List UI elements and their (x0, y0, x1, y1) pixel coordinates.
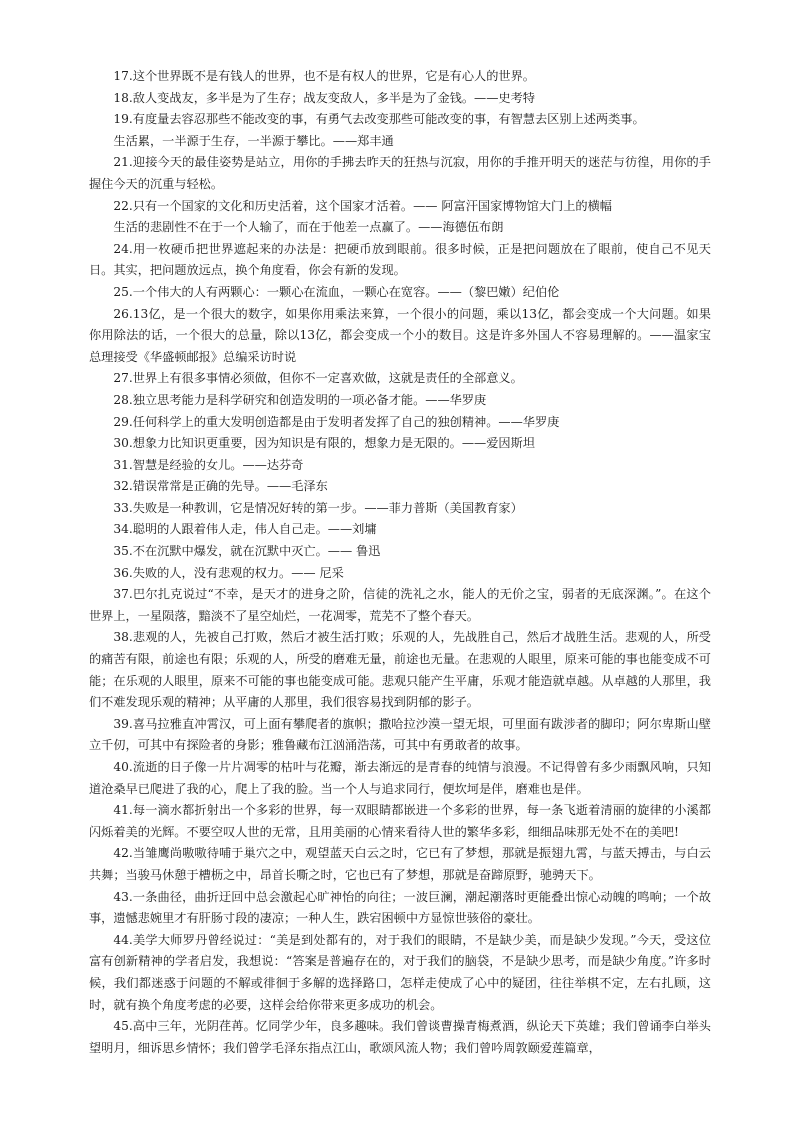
paragraph-41: 41.每一滴水都折射出一个多彩的世界，每一双眼睛都嵌进一个多彩的世界，每一条飞逝着清丽的旋律的小溪都闪烁着美的光辉。不要空叹人世的无常，且用美丽的心情来看待人世的繁华多彩，细细品味那无处不在的美吧! (89, 803, 711, 839)
paragraph-25: 25.一个伟大的人有两颗心：一颗心在流血，一颗心在宽容。——（黎巴嫩）纪伯伦 (113, 284, 560, 299)
paragraph-24: 24.用一枚硬币把世界遮起来的办法是：把硬币放到眼前。很多时候，正是把问题放在了眼前，使自己不见天日。其实，把问题放远点，换个角度看，你会有新的发现。 (89, 241, 711, 278)
paragraph-30: 30.想象力比知识更重要，因为知识是有限的，想象力是无限的。——爱因斯坦 (113, 436, 535, 451)
paragraph-19: 19.有度量去容忍那些不能改变的事，有勇气去改变那些可能改变的事，有智慧去区别上述两类事。 (113, 112, 645, 127)
paragraph-27: 27.世界上有很多事情必须做，但你不一定喜欢做，这就是责任的全部意义。 (113, 371, 523, 386)
paragraph-31: 31.智慧是经验的女儿。——达芬奇 (113, 457, 304, 472)
paragraph-20: 生活累，一半源于生存，一半源于攀比。——郑丰通 (113, 133, 394, 148)
paragraph-18: 18.敌人变战友，多半是为了生存；战友变敌人，多半是为了金钱。——史考特 (113, 90, 535, 105)
paragraph-32: 32.错误常常是正确的先导。——毛泽东 (113, 479, 328, 494)
paragraph-17: 17.这个世界既不是有钱人的世界，也不是有权人的世界，它是有心人的世界。 (113, 69, 535, 83)
paragraph-33: 33.失败是一种教训，它是情况好转的第一步。——菲力普斯（美国教育家） (113, 500, 523, 515)
paragraph-29: 29.任何科学上的重大发明创造都是由于发明者发挥了自己的独创精神。——华罗庚 (113, 414, 560, 429)
paragraph-28: 28.独立思考能力是科学研究和创造发明的一项必备才能。——华罗庚 (113, 392, 487, 407)
paragraph-21: 21.迎接今天的最佳姿势是站立，用你的手拂去昨天的狂热与沉寂，用你的手推开明天的迷茫与彷徨，用你的手握住今天的沉重与轻松。 (89, 155, 711, 191)
paragraph-34: 34.聪明的人跟着伟人走，伟人自己走。——刘墉 (113, 522, 377, 537)
paragraph-22: 22.只有一个国家的文化和历史活着，这个国家才活着。—— 阿富汗国家博物馆大门上的横幅 (113, 198, 612, 213)
paragraph-45: 45.高中三年，光阴荏苒。忆同学少年，良多趣味。我们曾谈曹操青梅煮酒，纵论天下英雄；我们曾诵李白举头望明月，细诉思乡情怀；我们曾学毛泽东指点江山，歌颂风流人物；我们曾吟周敦颐爱莲篇章， (89, 1019, 711, 1055)
paragraph-43: 43.一条曲径，曲折迂回中总会激起心旷神怡的向往；一波巨澜，潮起潮落时更能叠出惊心动魄的鸣响；一个故事，遗憾悲婉里才有肝肠寸段的凄凉；一种人生，跌宕困顿中方显惊世骇俗的豪壮。 (89, 889, 711, 926)
paragraph-37: 37.巴尔扎克说过“不幸，是天才的进身之阶，信徒的洗礼之水，能人的无价之宝，弱者的无底深渊。”。在这个世界上，一星陨落，黯淡不了星空灿烂，一花凋零，荒芜不了整个春天。 (89, 587, 711, 623)
paragraph-40: 40.流逝的日子像一片片凋零的枯叶与花瓣，渐去渐远的是青春的纯情与浪漫。不记得曾有多少雨飘风响，只知道沧桑早已爬进了我的心，爬上了我的脸。当一个人与追求同行，便坎坷是伴，磨难也是伴。 (89, 760, 711, 796)
paragraph-36: 36.失败的人，没有悲观的权力。—— 尼采 (113, 565, 344, 580)
document-body (89, 66, 711, 1059)
paragraph-38: 38.悲观的人，先被自己打败，然后才被生活打败；乐观的人，先战胜自己，然后才战胜生活。悲观的人，所受的痛苦有限，前途也有限；乐观的人，所受的磨难无量，前途也无量。在悲观的人眼里，原来可能的事也能变成不可能；在乐观的人眼里，原来不可能的事也能变成可能。悲观只能产生平庸，乐观才能造就卓越。从卓越的人那里，我们不难发现乐观的精神；从平庸的人那里，我们很容易找到阴郁的影子。 (89, 630, 711, 710)
paragraph-39: 39.喜马拉雅直冲霄汉，可上面有攀爬者的旗帜；撒哈拉沙漠一望无垠，可里面有跋涉者的脚印；阿尔卑斯山壁立千仞，可其中有探险者的身影；雅鲁藏布江汹涌浩荡，可其中有勇敢者的故事。 (89, 716, 711, 753)
paragraph-35: 35.不在沉默中爆发，就在沉默中灭亡。—— 鲁迅 (113, 544, 381, 559)
paragraph-42: 42.当雏鹰尚嗷嗷待哺于巢穴之中，观望蓝天白云之时，它已有了梦想，那就是振翅九霄，与蓝天搏击，与白云共舞；当骏马休憩于槽枥之中，昂首长嘶之时，它也已有了梦想，那就是奋蹄原野，驰骋天下。 (89, 846, 711, 882)
paragraph-23: 生活的悲剧性不在于一个人输了，而在于他差一点赢了。——海德伍布朗 (113, 220, 504, 235)
paragraph-44: 44.美学大师罗丹曾经说过：“美是到处都有的，对于我们的眼睛，不是缺少美，而是缺少发现。”今天，受这位富有创新精神的学者启发，我想说：“答案是普遍存在的，对于我们的脑袋，不是缺少思考，而是缺少角度。”许多时候，我们都迷惑于问题的不解或徘徊于多解的选择路口，怎样走使成了心中的疑团，往往举棋不定，左右扎顾，这时，就有换个角度考虑的必要，这样会给你带来更多成功的机会。 (89, 932, 711, 1012)
paragraph-26: 26.13亿，是一个很大的数字，如果你用乘法来算，一个很小的问题，乘以13亿，都会变成一个大问题。如果你用除法的话，一个很大的总量，除以13亿，都会变成一个小的数目。这是许多外国人不容易理解的。——温家宝总理接受《华盛顿邮报》总编采访时说 (89, 306, 711, 364)
